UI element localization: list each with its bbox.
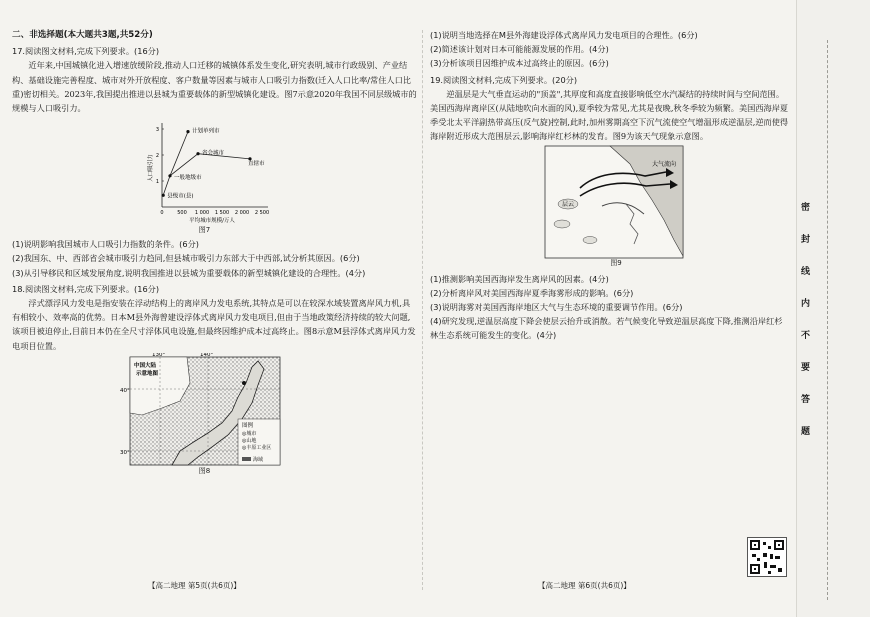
map-lon-130: 130° <box>152 352 166 358</box>
seal-char-2: 封 <box>801 235 811 245</box>
fig9-label-airflow: 大气流向 <box>652 160 677 168</box>
figure-7 <box>12 115 417 237</box>
q18-question-2: (2)简述该计划对日本可能能源发展的作用。(4分) <box>430 44 609 55</box>
seal-char-8: 题 <box>801 427 811 437</box>
binding-margin <box>796 0 870 617</box>
fig7-ylabel: 人口吸引力 <box>148 154 154 182</box>
footer-page-5: 【高二地理 第5页(共6页)】 <box>148 581 241 590</box>
fig7-x-tick: 2 000 <box>234 210 250 217</box>
seal-char-4: 内 <box>801 299 811 309</box>
map-lon-140: 140° <box>200 352 214 358</box>
fig7-point-label: 县级市(县) <box>167 193 194 200</box>
q19-question-4: (4)研究发现,逆温层高度下降会使层云抬升或消散。若气候变化导致逆温层高度下降,推测沿岸红杉林生态系统可能发生的变化。(4分) <box>430 316 783 341</box>
fig7-x-tick: 1 500 <box>214 210 230 217</box>
fig7-xlabel: 平均城市规模/万人 <box>189 218 235 225</box>
fig7-x-tick: 500 <box>177 210 187 217</box>
q17-question-2: (2)我国东、中、西部省会城市吸引力趋同,但县城市吸引力东部大于中西部,试分析其原因。(6分) <box>12 253 360 264</box>
seal-char-5: 不 <box>801 331 811 341</box>
fig7-point-label: 计划单列市 <box>192 128 220 135</box>
binding-dashed-line <box>827 40 828 600</box>
fig7-y-tick: 2 <box>155 153 159 160</box>
page-divider <box>422 30 423 590</box>
seal-char-1: 密 <box>801 203 811 213</box>
map-legend-sea: 海域 <box>253 456 264 463</box>
q17-question-3: (3)从引导移民和区域发展角度,说明我国推进以县城为重要载体的新型城镇化建设的合理性。(4分) <box>12 267 366 278</box>
q17-question-1: (1)说明影响我国城市人口吸引力指数的条件。(6分) <box>12 239 199 250</box>
right-column <box>430 28 790 343</box>
fig7-point-label: 直辖市 <box>248 161 265 168</box>
q18-question-1: (1)说明当地选择在M县外海建设浮体式离岸风力发电项目的合理性。(6分) <box>430 30 698 40</box>
map-inset-label-1: 中国大陆 <box>134 362 157 369</box>
fig7-x-tick: 1 000 <box>194 210 210 217</box>
fig7-y-tick: 3 <box>155 127 159 134</box>
fig7-y-tick: 1 <box>155 179 159 186</box>
figure-8-caption: 图8 <box>198 466 211 475</box>
left-column <box>12 28 417 478</box>
q19-material: 逆温层是大气垂直运动的"顶盖",其厚度和高度直接影响低空水汽凝结的持续时间与空间范围。美国西海岸离岸区(从陆地吹向水面的风),夏季较为常见,尤其是夜晚,秋冬季较为频繁。美国西海岸夏季受北太平洋副热带高压(反气旋)控制,此时,加州雾期高空下沉气流使空气增温形成逆温层,逆而使得海岸附近形成大范围层云,影响海岸红杉林的发育。图9为该天气现象示意图。 <box>430 88 789 142</box>
figure-8 <box>12 353 417 478</box>
seal-char-6: 要 <box>801 363 811 373</box>
map-lat-40: 40° <box>120 387 130 394</box>
map-legend-city: ◎城市 <box>242 430 257 437</box>
fig7-point <box>162 194 165 197</box>
figure-9-diagram <box>430 144 790 262</box>
figure-7-chart <box>12 115 417 227</box>
figure-9 <box>430 144 790 272</box>
map-legend-industrial: ◎丰原工业区 <box>242 444 272 451</box>
figure-8-map <box>12 353 417 471</box>
q18-heading: 18.阅读图文材料,完成下列要求。(16分) <box>12 283 160 294</box>
fig7-point <box>168 174 171 177</box>
q19-heading: 19.阅读图文材料,完成下列要求。(20分) <box>430 74 578 85</box>
map-legend-title: 图例 <box>242 422 254 429</box>
seal-char-7: 答 <box>801 395 811 405</box>
figure-7-caption: 图7 <box>198 226 211 235</box>
fig9-label-stratus: 层云 <box>562 200 575 208</box>
q19-question-1: (1)推测影响美国西海岸发生离岸风的因素。(4分) <box>430 273 609 284</box>
q17-material: 近年来,中国城镇化进入增速放缓阶段,推动人口迁移的城镇体系发生变化,研究表明,城市行政级别、产业结构、基础设施完善程度、城市对外开放程度、客户数量等因素与城市人口吸引力指数(迁入人口比率/常住人口比重)密切相关。2023年,我国提出推进以县城为重要载体的新型城镇化建设。图7示意2020年我国不同层级城市的规模与人口吸引力。 <box>12 60 417 114</box>
map-lat-30: 30° <box>120 449 130 456</box>
map-legend-mountain: ◎山地 <box>242 437 257 444</box>
fig7-point-label: 一般地级市 <box>174 175 202 182</box>
figure-9-caption: 图9 <box>610 258 622 267</box>
map-inset-label-2: 示意地图 <box>136 370 159 377</box>
footer-page-6: 【高二地理 第6页(共6页)】 <box>538 581 631 590</box>
section-title: 二、非选择题(本大题共3题,共52分) <box>12 30 153 40</box>
fig7-x-tick: 0 <box>160 210 164 217</box>
fig7-point-label: 省会城市 <box>202 150 225 157</box>
q18-question-3: (3)分析该项目因维护成本过高终止的原因。(6分) <box>430 58 609 69</box>
q17-heading: 17.阅读图文材料,完成下列要求。(16分) <box>12 46 160 57</box>
seal-char-3: 线 <box>801 267 811 277</box>
q19-question-3: (3)说明海雾对美国西海岸地区大气与生态环境的重要调节作用。(6分) <box>430 302 683 313</box>
q18-material: 浮式漂浮风力发电是指安装在浮动结构上的离岸风力发电系统,其特点是可以在较深水域装置离岸风力机,具有相较小、效率高的优势。日本M县外海曾建设浮体式离岸风力发电项目,但由于当地政策经济持续的较大问题,该项目被迫停止,目前日本仍在全尺寸浮体风电设施,但最终因维护成本过高终止。图8示意M县浮体式离岸风力发电项目位置。 <box>12 298 416 351</box>
fig7-x-tick: 2 500 <box>254 210 270 217</box>
q19-question-2: (2)分析离岸风对美国西海岸夏季海雾形成的影响。(6分) <box>430 287 634 298</box>
fig7-point <box>196 152 199 155</box>
fig7-point <box>186 130 189 133</box>
qr-code <box>747 537 787 577</box>
